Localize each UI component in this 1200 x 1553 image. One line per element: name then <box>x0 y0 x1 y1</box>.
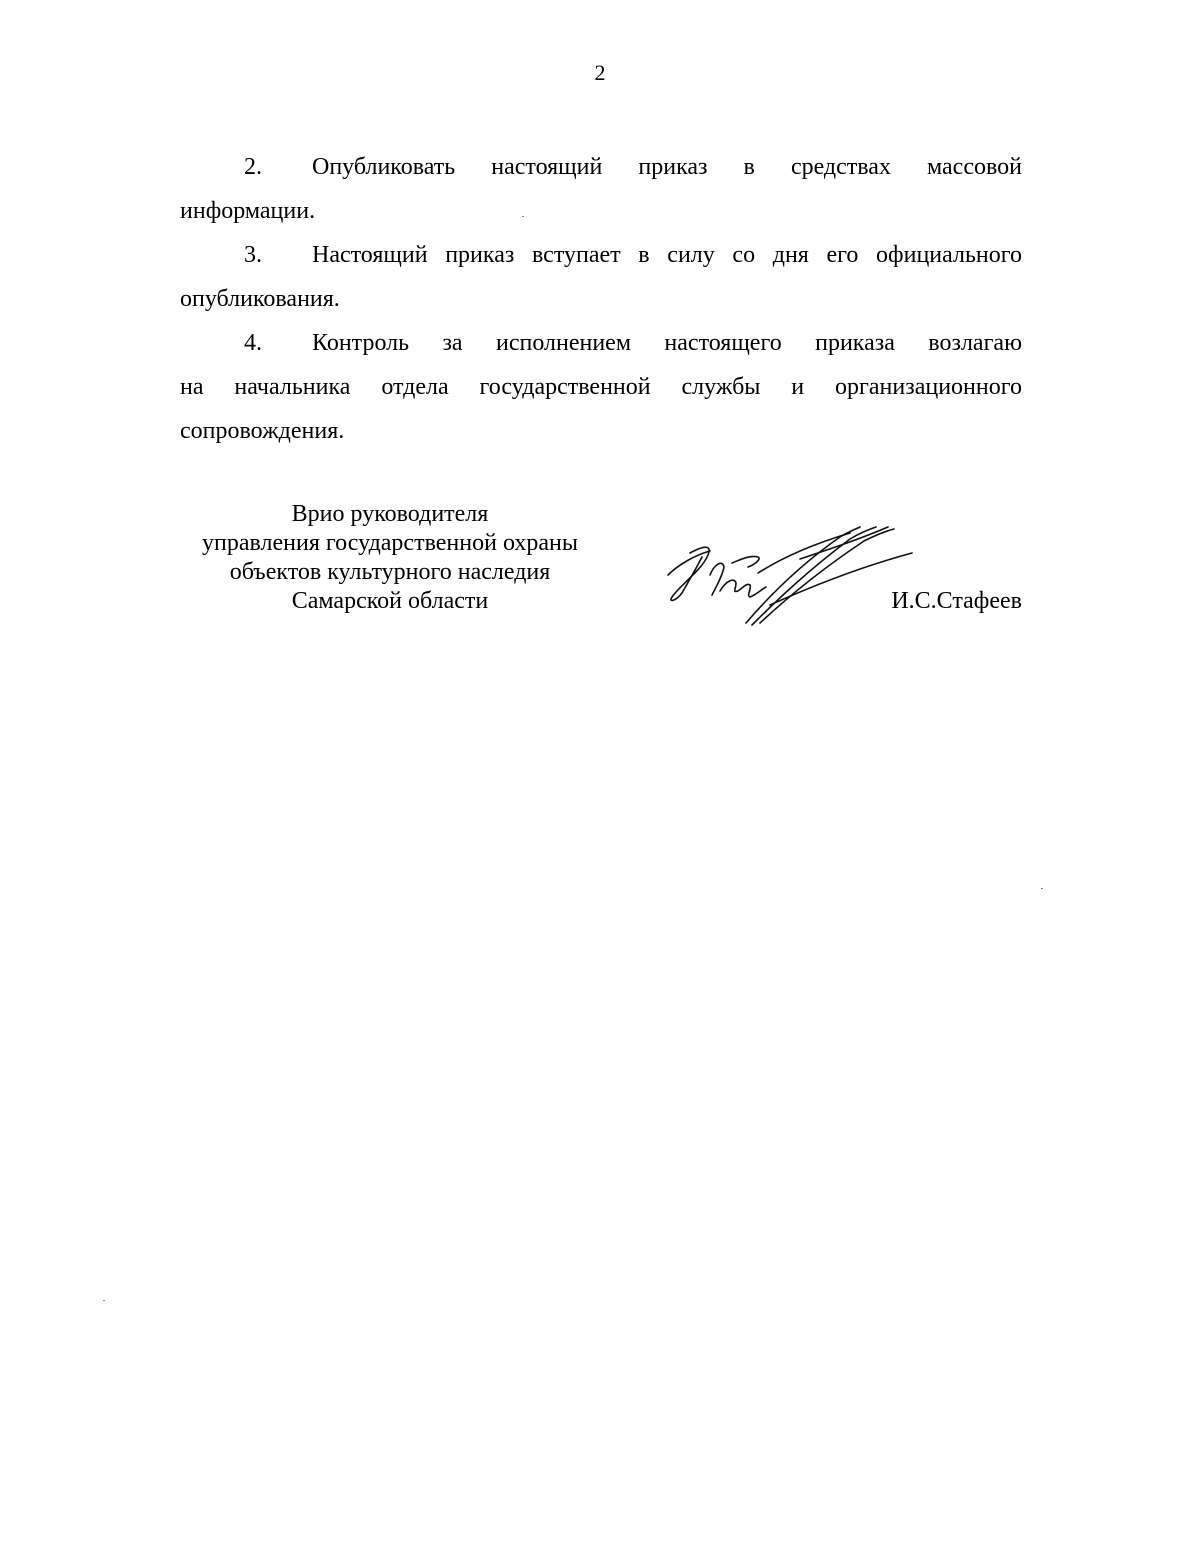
position-line-2: управления государственной охраны <box>202 530 578 556</box>
position-line-1: Врио руководителя <box>291 501 489 527</box>
paragraph-4-number: 4. <box>244 330 262 356</box>
handwritten-signature <box>650 515 920 635</box>
paragraph-2-line-2: информации. <box>180 198 316 224</box>
paragraph-4-line-1 <box>180 321 1022 365</box>
paragraph-3-line-1 <box>180 233 1022 277</box>
scan-artifact <box>1041 888 1043 889</box>
paragraph-3-text-1: Настоящий приказ вступает в силу со дня его официального <box>312 242 1022 268</box>
paragraph-3-line-2: опубликования. <box>180 286 340 312</box>
position-line-4: Самарской области <box>291 588 489 614</box>
paragraph-3 <box>180 233 1022 321</box>
scan-artifact <box>103 1300 105 1301</box>
paragraph-2-number: 2. <box>244 154 262 180</box>
paragraph-4-text-1: Контроль за исполнением настоящего приказа возлагаю <box>312 330 1022 356</box>
scan-artifact <box>522 216 524 217</box>
signer-name: И.С.Стафеев <box>891 588 1022 614</box>
paragraph-4-line-3: сопровождения. <box>180 418 345 444</box>
page-number: 2 <box>594 60 606 85</box>
paragraph-2-line-1 <box>180 145 1022 189</box>
paragraph-3-number: 3. <box>244 242 262 268</box>
order-body <box>180 145 1022 453</box>
paragraph-2-text-1: Опубликовать настоящий приказ в средствах массовой <box>312 154 1022 180</box>
signatory-position <box>180 500 600 616</box>
paragraph-4 <box>180 321 1022 453</box>
paragraph-2 <box>180 145 1022 233</box>
position-line-3: объектов культурного наследия <box>229 559 551 585</box>
paragraph-4-line-2: на начальника отдела государственной службы и организационного <box>180 374 1022 400</box>
